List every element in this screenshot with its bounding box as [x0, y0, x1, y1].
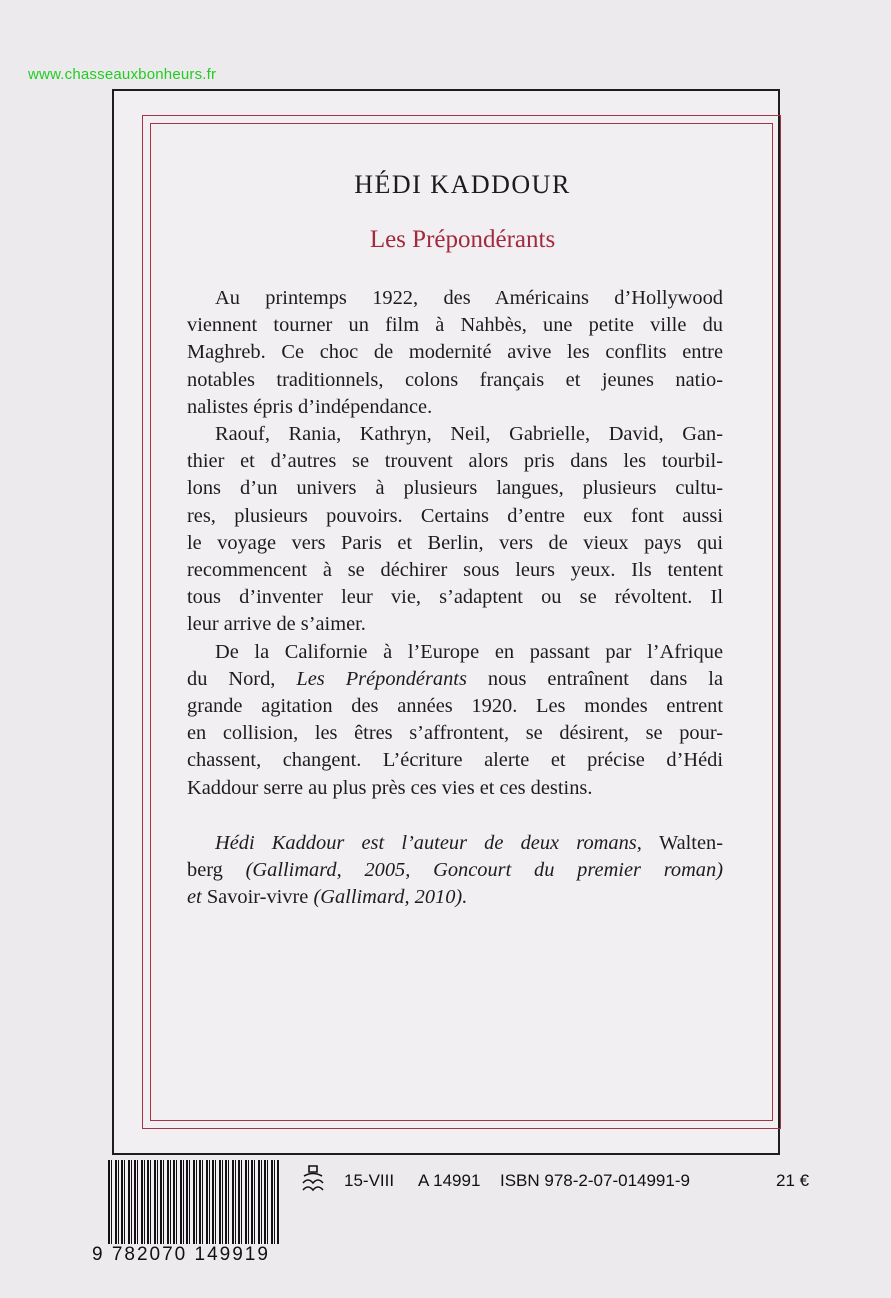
catalog-code: A 14991 — [418, 1171, 481, 1190]
text-line: res, plusieurs pouvoirs. Certains d’entre eux font aussi — [187, 504, 723, 527]
barcode — [108, 1160, 280, 1244]
bio-intro: Hédi Kaddour est l’auteur de deux romans, — [215, 832, 659, 854]
author-name: HÉDI KADDOUR — [354, 170, 571, 199]
price: 21 € — [776, 1171, 810, 1190]
text-line — [187, 857, 723, 884]
isbn: ISBN 978-2-07-014991-9 — [500, 1171, 690, 1190]
book-2-title: Savoir-vivre — [206, 886, 309, 909]
book-2-note: (Gallimard, 2010). — [308, 886, 468, 909]
author-bio — [187, 830, 723, 912]
text-line: notables traditionnels, colons français et jeunes natio- — [187, 368, 723, 391]
text-line: Kaddour serre au plus près ces vies et ces destins. — [187, 776, 593, 799]
text-line: Au printemps 1922, des Américains d’Hollywood — [215, 287, 723, 309]
collection-number: 15-VIII — [344, 1171, 395, 1190]
bio-paragraph — [187, 830, 723, 912]
text-line: en collision, les êtres s’affrontent, se désirent, se pour- — [187, 722, 723, 745]
text-line — [187, 666, 723, 693]
blurb-paragraph-3 — [187, 639, 723, 802]
text-line: le voyage vers Paris et Berlin, vers de vieux pays qui — [187, 531, 723, 554]
text-fragment: du Nord, — [187, 667, 297, 690]
text-line: grande agitation des années 1920. Les mondes entrent — [187, 695, 723, 718]
text-line — [187, 830, 723, 857]
text-line: chassent, changent. L’écriture alerte et précise d’Hédi — [187, 749, 723, 772]
text-line: nalistes épris d’indépendance. — [187, 395, 433, 418]
book-1-title: Walten- — [658, 832, 723, 854]
text-line: Raouf, Rania, Kathryn, Neil, Gabrielle, David, Gan- — [215, 423, 723, 446]
barcode-number: 9 782070 149919 — [92, 1244, 270, 1265]
text-line: lons d’un univers à plusieurs langues, plusieurs cultu- — [187, 477, 723, 500]
title-italic: Les Prépondérants — [296, 667, 467, 690]
publisher-logo-icon — [300, 1163, 326, 1193]
text-line: leur arrive de s’aimer. — [187, 613, 366, 636]
book-title: Les Prépondérants — [369, 226, 556, 253]
text-line — [187, 884, 723, 911]
book-1-note: (Gallimard, 2005, Goncourt du premier roman) — [222, 859, 723, 882]
bio-and: et — [187, 886, 207, 909]
watermark: www.chasseauxbonheurs.fr — [28, 66, 217, 83]
text-fragment: nous entraînent dans la — [466, 667, 724, 690]
blurb-paragraph-1 — [187, 285, 723, 421]
text-line: viennent tourner un film à Nahbès, une petite ville du — [187, 314, 723, 337]
text-line: recommencent à se déchirer sous leurs yeux. Ils tentent — [187, 559, 723, 582]
text-line: thier et d’autres se trouvent alors pris dans les tourbil- — [187, 450, 723, 473]
text-line: tous d’inventer leur vie, s’adaptent ou se révoltent. Il — [187, 586, 723, 609]
text-line: De la Californie à l’Europe en passant par l’Afrique — [215, 640, 723, 663]
book-1-title-end: berg — [187, 859, 223, 882]
text-line: Maghreb. Ce choc de modernité avive les conflits entre — [187, 341, 723, 364]
blurb — [187, 285, 723, 802]
blurb-paragraph-2 — [187, 421, 723, 639]
